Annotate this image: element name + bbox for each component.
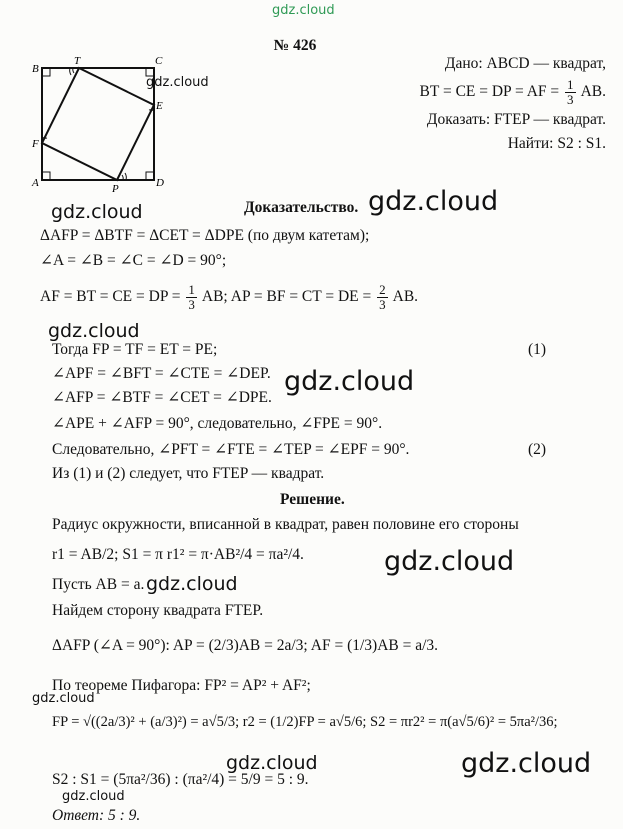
watermark-right-1: gdz.cloud: [368, 186, 499, 217]
watermark-inline: gdz.cloud: [146, 573, 238, 595]
watermark-left-3: gdz.cloud: [32, 691, 95, 706]
given-line-2-lhs: BT = CE = DP = AF =: [419, 83, 560, 101]
then-line-1: Тогда FP = TF = ET = PE;: [52, 341, 218, 358]
answer-line: Ответ: 5 : 9.: [52, 807, 141, 824]
fp-formula: FP = √((2a/3)² + (a/3)²) = a√5/3; r2 = (1/2)FP = a√5/6; S2 = πr2² = π(a√5/6)² = 5πa²/36;: [52, 714, 558, 730]
given-frac-num: 1: [567, 77, 574, 92]
proof-sides-line: [40, 283, 418, 312]
radius-text: Радиус окружности, вписанной в квадрат, равен половине его стороны: [52, 516, 519, 533]
watermark-left-2: gdz.cloud: [48, 320, 140, 342]
watermark-top: gdz.cloud: [272, 3, 335, 18]
label-P: P: [112, 183, 119, 194]
proof-line-1: ΔAFP = ΔBTF = ΔCET = ΔDPE (по двум катетам);: [40, 227, 370, 244]
proof-line-2: ∠A = ∠B = ∠C = ∠D = 90°;: [40, 252, 227, 269]
watermark-figure: gdz.cloud: [146, 75, 209, 90]
let-text: Пусть AB = a.: [52, 576, 145, 593]
label-B: B: [32, 63, 39, 75]
watermark-right-2: gdz.cloud: [384, 546, 515, 577]
sides-part-b: AB; AP = BF = CT = DE =: [201, 288, 372, 306]
given-line-1: Дано: ABCD — квадрат,: [444, 55, 606, 72]
label-T: T: [74, 55, 81, 67]
prove-line: Доказать: FTEP — квадрат.: [426, 111, 606, 128]
sides-frac-1-den: 3: [188, 297, 195, 312]
label-E: E: [156, 100, 163, 112]
marker-2: (2): [528, 441, 547, 458]
sides-frac-1: [186, 283, 197, 312]
then-line-4: ∠APE + ∠AFP = 90°, следовательно, ∠FPE = 90°.: [52, 415, 383, 432]
given-frac-den: 3: [567, 92, 574, 107]
sides-frac-1-num: 1: [188, 282, 195, 297]
then-line-3: ∠AFP = ∠BTF = ∠CET = ∠DPE.: [52, 389, 272, 406]
sides-frac-2-den: 3: [379, 297, 386, 312]
r1-formula: r1 = AB/2; S1 = π r1² = π·AB²/4 = πa²/4.: [52, 546, 304, 563]
label-C: C: [155, 55, 163, 67]
sides-frac-2: [377, 283, 388, 312]
then-line-2: ∠APF = ∠BFT = ∠CTE = ∠DEP.: [52, 365, 271, 382]
label-F: F: [32, 138, 39, 150]
given-line-2-rhs: AB.: [580, 83, 606, 101]
watermark-center: gdz.cloud: [284, 366, 415, 397]
marker-1: (1): [528, 341, 547, 358]
find-side-text: Найдем сторону квадрата FTEP.: [52, 602, 264, 619]
sides-part-a: AF = BT = CE = DP =: [40, 288, 181, 306]
square-figure: [28, 54, 168, 194]
watermark-left-4: gdz.cloud: [62, 789, 125, 804]
sides-part-c: AB.: [392, 288, 419, 306]
problem-number: № 426: [273, 37, 317, 54]
watermark-bottom: gdz.cloud: [226, 752, 318, 774]
then-line-6: Из (1) и (2) следует, что FTEP — квадрат.: [52, 465, 325, 482]
proof-heading: Доказательство.: [244, 199, 359, 216]
then-line-5: Следовательно, ∠PFT = ∠FTE = ∠TEP = ∠EPF = 90°.: [52, 441, 410, 458]
label-A: A: [32, 177, 39, 189]
watermark-left-1: gdz.cloud: [51, 201, 143, 223]
sides-frac-2-num: 2: [379, 282, 386, 297]
solution-heading: Решение.: [280, 491, 345, 508]
given-line-2: [392, 78, 606, 107]
ratio-formula: S2 : S1 = (5πa²/36) : (πa²/4) = 5/9 = 5 : 9.: [52, 771, 309, 788]
label-D: D: [156, 177, 164, 189]
find-line: Найти: S2 : S1.: [507, 135, 606, 152]
given-fraction: [565, 78, 576, 107]
pythagoras-text: По теореме Пифагора: FP² = AP² + AF²;: [52, 677, 311, 694]
watermark-right-3: gdz.cloud: [461, 748, 592, 779]
afp-formula: ΔAFP (∠A = 90°): AP = (2/3)AB = 2a/3; AF = (1/3)AB = a/3.: [52, 637, 439, 654]
